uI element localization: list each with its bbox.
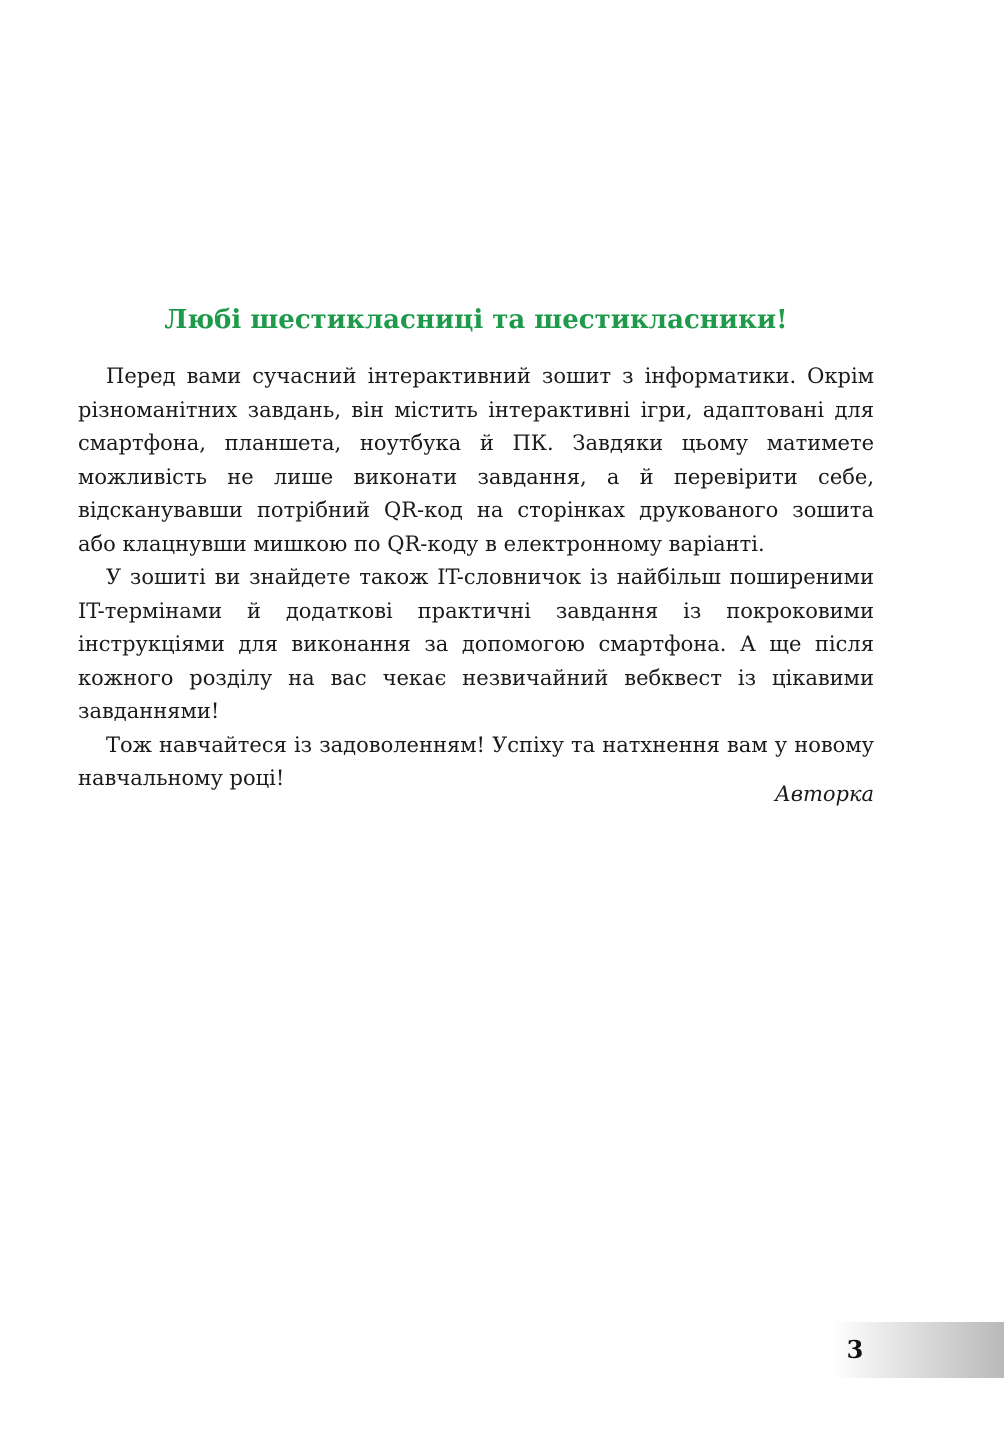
paragraph-wishes: Тож навчайтеся із задоволенням! Успіху та натхнення вам у новому навчальному році! [78,732,874,790]
page-title: Любі шестикласниці та шестикласники! [164,305,788,335]
body-text [78,360,874,796]
paragraph-features: У зошиті ви знайдете також IT-словничок із найбільш поширеними IT-термінами й додаткові практичні завдання із покроковими інструкціями для виконання за допомогою смартфона. А ще після кожного розділу на вас чекає незвичайний вебквест із цікавими завданнями! [78,565,874,723]
paragraph-intro: Перед вами сучасний інтерактивний зошит з інформатики. Окрім різноманітних завдань, він містить інтерактивні ігри, адаптовані для смартфона, планшета, ноутбука й ПК. Завдяки цьому матимете можливість не лише виконати завдання, а й перевірити себе, відсканувавши потрібний QR-код на сторінках друкованого зошита або клацнувши мишкою по QR-коду в електронному варіанті. [78,364,874,556]
page-number: 3 [846,1335,864,1364]
author-signature: Авторка [774,782,874,806]
